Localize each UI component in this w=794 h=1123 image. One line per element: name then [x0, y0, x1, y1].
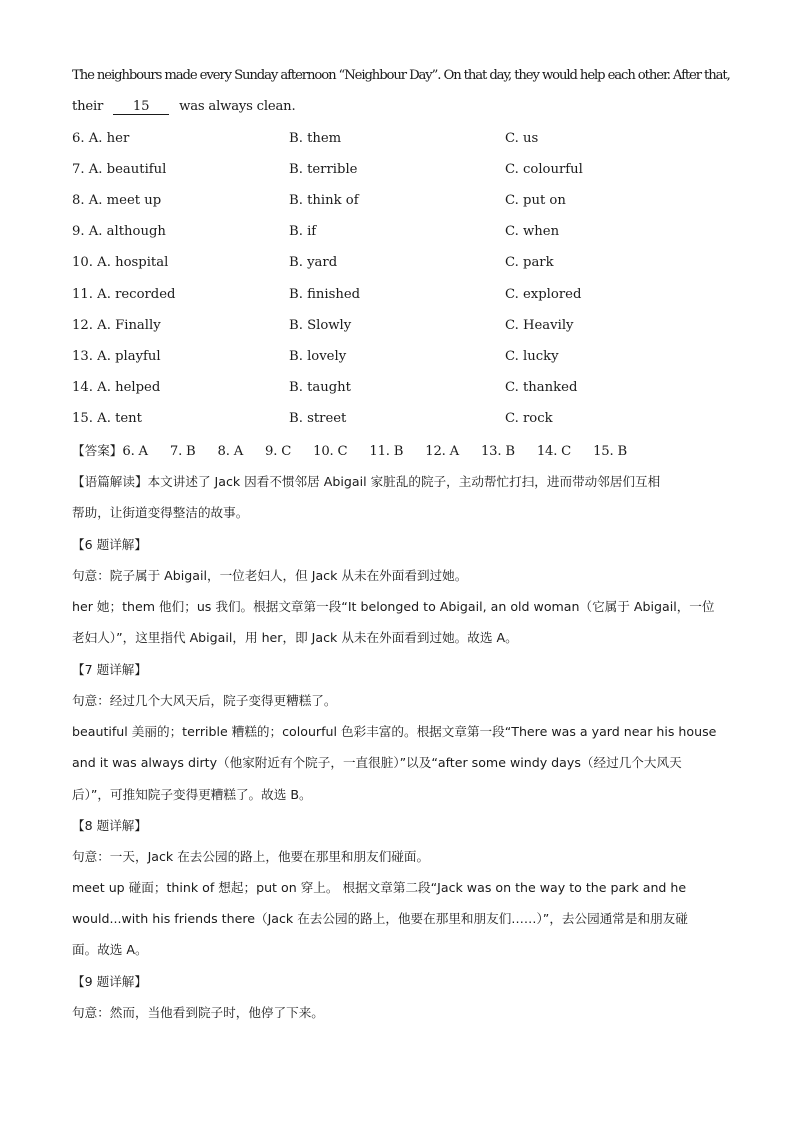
answer-label: 【答案】	[72, 443, 123, 458]
answer-item: 7. B	[169, 444, 196, 459]
q7-explanation-line: beautiful 美丽的；terrible 糟糕的；colourful 色彩丰富的。根据文章第一段“There was a yard near his house	[72, 724, 717, 739]
answer-item: 15. B	[593, 444, 627, 459]
option-c: C. explored	[505, 287, 582, 302]
option-a: 7. A. beautiful	[72, 162, 167, 177]
option-b: B. street	[289, 411, 347, 426]
answer-item: 8. A	[217, 444, 244, 459]
q9-header: 【9 题详解】	[72, 974, 147, 989]
q8-explanation-line: would...with his friends there（Jack 在去公园的路上，他要在那里和朋友们……）”，去公园通常是和朋友碰	[72, 911, 688, 926]
passage-line-with-blank	[72, 97, 732, 117]
option-b: B. terrible	[289, 162, 358, 177]
q7-header: 【7 题详解】	[72, 662, 147, 677]
reading-summary-line: 帮助，让街道变得整洁的故事。	[72, 505, 249, 520]
passage-text: their	[72, 99, 104, 114]
answer-item: 9. C	[265, 444, 292, 459]
option-a: 9. A. although	[72, 224, 166, 239]
q6-explanation-line: 老妇人）”，这里指代 Abigail，用 her，即 Jack 从未在外面看到过她。故选 A。	[72, 630, 518, 645]
option-a: 8. A. meet up	[72, 193, 162, 208]
q7-explanation-line: and it was always dirty（他家附近有个院子，一直很脏）”以及“after some windy days（经过几个大风天	[72, 755, 682, 770]
answer-blank: 15	[113, 100, 169, 115]
answer-key	[72, 441, 732, 462]
q9-meaning: 句意：然而，当他看到院子时，他停了下来。	[72, 1005, 324, 1020]
option-c: C. lucky	[505, 349, 559, 364]
q6-meaning: 句意：院子属于 Abigail，一位老妇人，但 Jack 从未在外面看到过她。	[72, 568, 468, 583]
option-c: C. rock	[505, 411, 553, 426]
option-b: B. them	[289, 131, 342, 146]
option-c: C. thanked	[505, 380, 578, 395]
q8-meaning: 句意：一天，Jack 在去公园的路上，他要在那里和朋友们碰面。	[72, 849, 430, 864]
option-b: B. yard	[289, 255, 338, 270]
answer-item: 6. A	[122, 444, 148, 459]
option-c: C. put on	[505, 193, 566, 208]
option-a: 11. A. recorded	[72, 287, 176, 302]
option-c: C. park	[505, 255, 554, 270]
answer-item: 10. C	[313, 444, 348, 459]
q6-header: 【6 题详解】	[72, 537, 147, 552]
option-b: B. Slowly	[289, 318, 352, 333]
option-a: 6. A. her	[72, 131, 130, 146]
answer-item: 14. C	[536, 444, 572, 459]
option-c: C. colourful	[505, 162, 583, 177]
reading-summary-line: 【语篇解读】本文讲述了 Jack 因看不惯邻居 Abigail 家脏乱的院子，主动帮忙打扫，进而带动邻居们互相	[72, 474, 661, 489]
q6-explanation-line: her 她；them 他们；us 我们。根据文章第一段“It belonged to Abigail, an old woman（它属于 Abigail，一位	[72, 599, 715, 614]
option-b: B. if	[289, 224, 317, 239]
option-c: C. us	[505, 131, 539, 146]
passage-text: was always clean.	[179, 99, 296, 114]
option-a: 12. A. Finally	[72, 318, 161, 333]
passage-line: The neighbours made every Sunday afternoon “Neighbour Day”. On that day, they would help each other. After that,	[72, 68, 730, 83]
option-c: C. Heavily	[505, 318, 574, 333]
option-b: B. lovely	[289, 349, 347, 364]
q7-explanation-line: 后）”，可推知院子变得更糟糕了。故选 B。	[72, 787, 312, 802]
q7-meaning: 句意：经过几个大风天后，院子变得更糟糕了。	[72, 693, 337, 708]
answer-item: 11. B	[369, 444, 404, 459]
option-b: B. think of	[289, 193, 359, 208]
option-a: 13. A. playful	[72, 349, 161, 364]
answer-item: 13. B	[480, 444, 515, 459]
option-a: 15. A. tent	[72, 411, 142, 426]
option-c: C. when	[505, 224, 560, 239]
option-a: 10. A. hospital	[72, 255, 169, 270]
option-a: 14. A. helped	[72, 380, 161, 395]
q8-explanation-line: meet up 碰面；think of 想起；put on 穿上。 根据文章第二段“Jack was on the way to the park and he	[72, 880, 687, 895]
option-b: B. finished	[289, 287, 361, 302]
answer-item: 12. A	[425, 444, 459, 459]
q8-explanation-line: 面。故选 A。	[72, 942, 148, 957]
q8-header: 【8 题详解】	[72, 818, 147, 833]
option-b: B. taught	[289, 380, 351, 395]
